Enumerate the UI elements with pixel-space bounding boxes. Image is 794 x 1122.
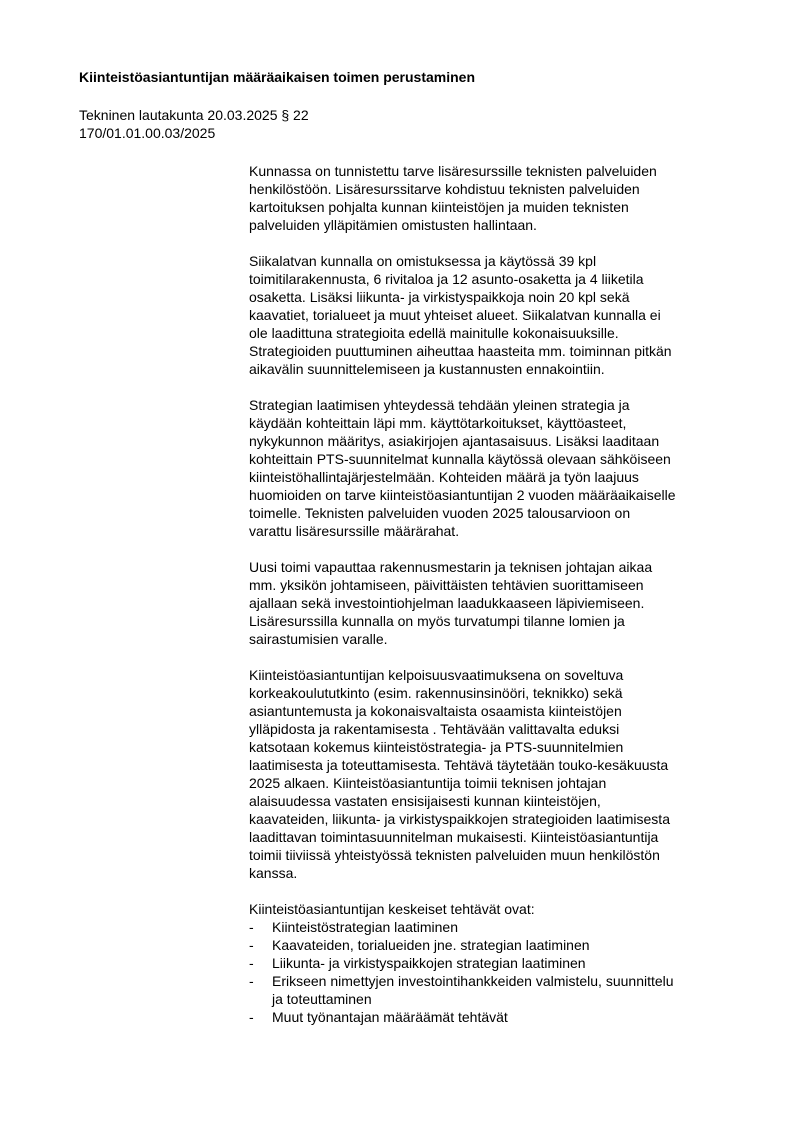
text-line: kaavateiden, liikunta- ja virkistyspaikkojen strategioiden laatimisesta bbox=[249, 811, 670, 827]
text-line: alaisuudessa vastaten ensisijaisesti kunnan kiinteistöjen, bbox=[249, 793, 601, 809]
text-line: ajallaan sekä investointiohjelman laadukkaaseen läpiviemiseen. bbox=[249, 595, 645, 611]
list-item bbox=[249, 954, 741, 972]
paragraph-need bbox=[249, 162, 741, 234]
dash-bullet: - bbox=[249, 955, 254, 971]
text-line: Siikalatvan kunnalla on omistuksessa ja käytössä 39 kpl bbox=[249, 253, 597, 269]
dash-bullet: - bbox=[249, 973, 254, 989]
document-title: Kiinteistöasiantuntijan määräaikaisen toimen perustaminen bbox=[79, 69, 475, 85]
dash-bullet: - bbox=[249, 919, 254, 935]
text-line: sairastumisien varalle. bbox=[249, 631, 388, 647]
dash-bullet: - bbox=[249, 1009, 254, 1025]
list-intro: Kiinteistöasiantuntijan keskeiset tehtävät ovat: bbox=[249, 901, 535, 917]
list-item-text: Erikseen nimettyjen investointihankkeiden valmistelu, suunnittelu bbox=[272, 973, 674, 989]
paragraph-qualifications bbox=[249, 666, 741, 882]
text-line: nykykunnon määritys, asiakirjojen ajantasaisuus. Lisäksi laaditaan bbox=[249, 433, 660, 449]
task-list bbox=[249, 918, 741, 1026]
text-line: Kunnassa on tunnistettu tarve lisäresurssille teknisten palveluiden bbox=[249, 163, 657, 179]
text-line: kiinteistöhallintajärjestelmään. Kohteiden määrä ja työn laajuus bbox=[249, 469, 639, 485]
document-body bbox=[249, 162, 741, 1026]
text-line: ole laadittuna strategioita edellä mainitulle kokonaisuuksille. bbox=[249, 325, 619, 341]
text-line: Strategioiden puuttuminen aiheuttaa haasteita mm. toiminnan pitkän bbox=[249, 343, 672, 359]
list-item-text: Liikunta- ja virkistyspaikkojen strategian laatiminen bbox=[272, 955, 586, 971]
list-item bbox=[249, 972, 741, 1008]
list-item-text: Muut työnantajan määräämät tehtävät bbox=[272, 1009, 508, 1025]
text-line: Lisäresurssilla kunnalla on myös turvatumpi tilanne lomien ja bbox=[249, 613, 625, 629]
list-item-text: Kiinteistöstrategian laatiminen bbox=[272, 919, 458, 935]
text-line: Uusi toimi vapauttaa rakennusmestarin ja teknisen johtajan aikaa bbox=[249, 559, 653, 575]
text-line: kanssa. bbox=[249, 865, 298, 881]
document-meta bbox=[79, 106, 309, 142]
text-line: henkilöstöön. Lisäresurssitarve kohdistuu teknisten palveluiden bbox=[249, 181, 640, 197]
text-line: toimitilarakennusta, 6 rivitaloa ja 12 asunto-osaketta ja 4 liiketila bbox=[249, 271, 644, 287]
text-line: Kiinteistöasiantuntijan kelpoisuusvaatimuksena on soveltuva bbox=[249, 667, 624, 683]
record-number: 170/01.01.00.03/2025 bbox=[79, 125, 216, 141]
meeting-reference: Tekninen lautakunta 20.03.2025 § 22 bbox=[79, 107, 309, 123]
paragraph-properties bbox=[249, 252, 741, 378]
text-line: 2025 alkaen. Kiinteistöasiantuntija toimii teknisen johtajan bbox=[249, 775, 607, 791]
text-line: ylläpidosta ja rakentamisesta . Tehtävään valittavalta eduksi bbox=[249, 721, 620, 737]
text-line: palveluiden ylläpitämien omistusten hallintaan. bbox=[249, 217, 537, 233]
text-line: mm. yksikön johtamiseen, päivittäisten tehtävien suorittamiseen bbox=[249, 577, 644, 593]
text-line: aikavälin suunnittelemiseen ja kustannusten ennakointiin. bbox=[249, 361, 605, 377]
text-line: huomioiden on tarve kiinteistöasiantuntijan 2 vuoden määräaikaiselle bbox=[249, 487, 676, 503]
text-line: käydään kohteittain läpi mm. käyttötarkoitukset, käyttöasteet, bbox=[249, 415, 627, 431]
text-line: toimii tiiviissä yhteistyössä teknisten palveluiden muun henkilöstön bbox=[249, 847, 660, 863]
list-item bbox=[249, 936, 741, 954]
list-item bbox=[249, 1008, 741, 1026]
text-line: laatimisesta ja toteuttamisesta. Tehtävä täytetään touko-kesäkuusta bbox=[249, 757, 669, 773]
text-line: kartoituksen pohjalta kunnan kiinteistöjen ja muiden teknisten bbox=[249, 199, 629, 215]
text-line: laadittavan toimintasuunnitelman mukaisesti. Kiinteistöasiantuntija bbox=[249, 829, 659, 845]
list-item bbox=[249, 918, 741, 936]
text-line: Strategian laatimisen yhteydessä tehdään yleinen strategia ja bbox=[249, 397, 630, 413]
paragraph-strategy bbox=[249, 396, 741, 540]
dash-bullet: - bbox=[249, 937, 254, 953]
text-line: varattu lisäresurssille määrärahat. bbox=[249, 523, 460, 539]
text-line: asiantuntemusta ja kokonaisvaltaista osaamista kiinteistöjen bbox=[249, 703, 622, 719]
text-line: toimelle. Teknisten palveluiden vuoden 2025 talousarvioon on bbox=[249, 505, 631, 521]
text-line: korkeakoulututkinto (esim. rakennusinsinööri, teknikko) sekä bbox=[249, 685, 623, 701]
paragraph-new-position bbox=[249, 558, 741, 648]
text-line: katsotaan kokemus kiinteistöstrategia- ja PTS-suunnitelmien bbox=[249, 739, 624, 755]
list-item-text: Kaavateiden, torialueiden jne. strategian laatiminen bbox=[272, 937, 590, 953]
text-line: kohteittain PTS-suunnitelmat kunnalla käytössä olevaan sähköiseen bbox=[249, 451, 671, 467]
text-line: osaketta. Lisäksi liikunta- ja virkistyspaikkoja noin 20 kpl sekä bbox=[249, 289, 630, 305]
text-line: kaavatiet, torialueet ja muut yhteiset alueet. Siikalatvan kunnalla ei bbox=[249, 307, 661, 323]
list-item-text: ja toteuttaminen bbox=[272, 991, 372, 1007]
